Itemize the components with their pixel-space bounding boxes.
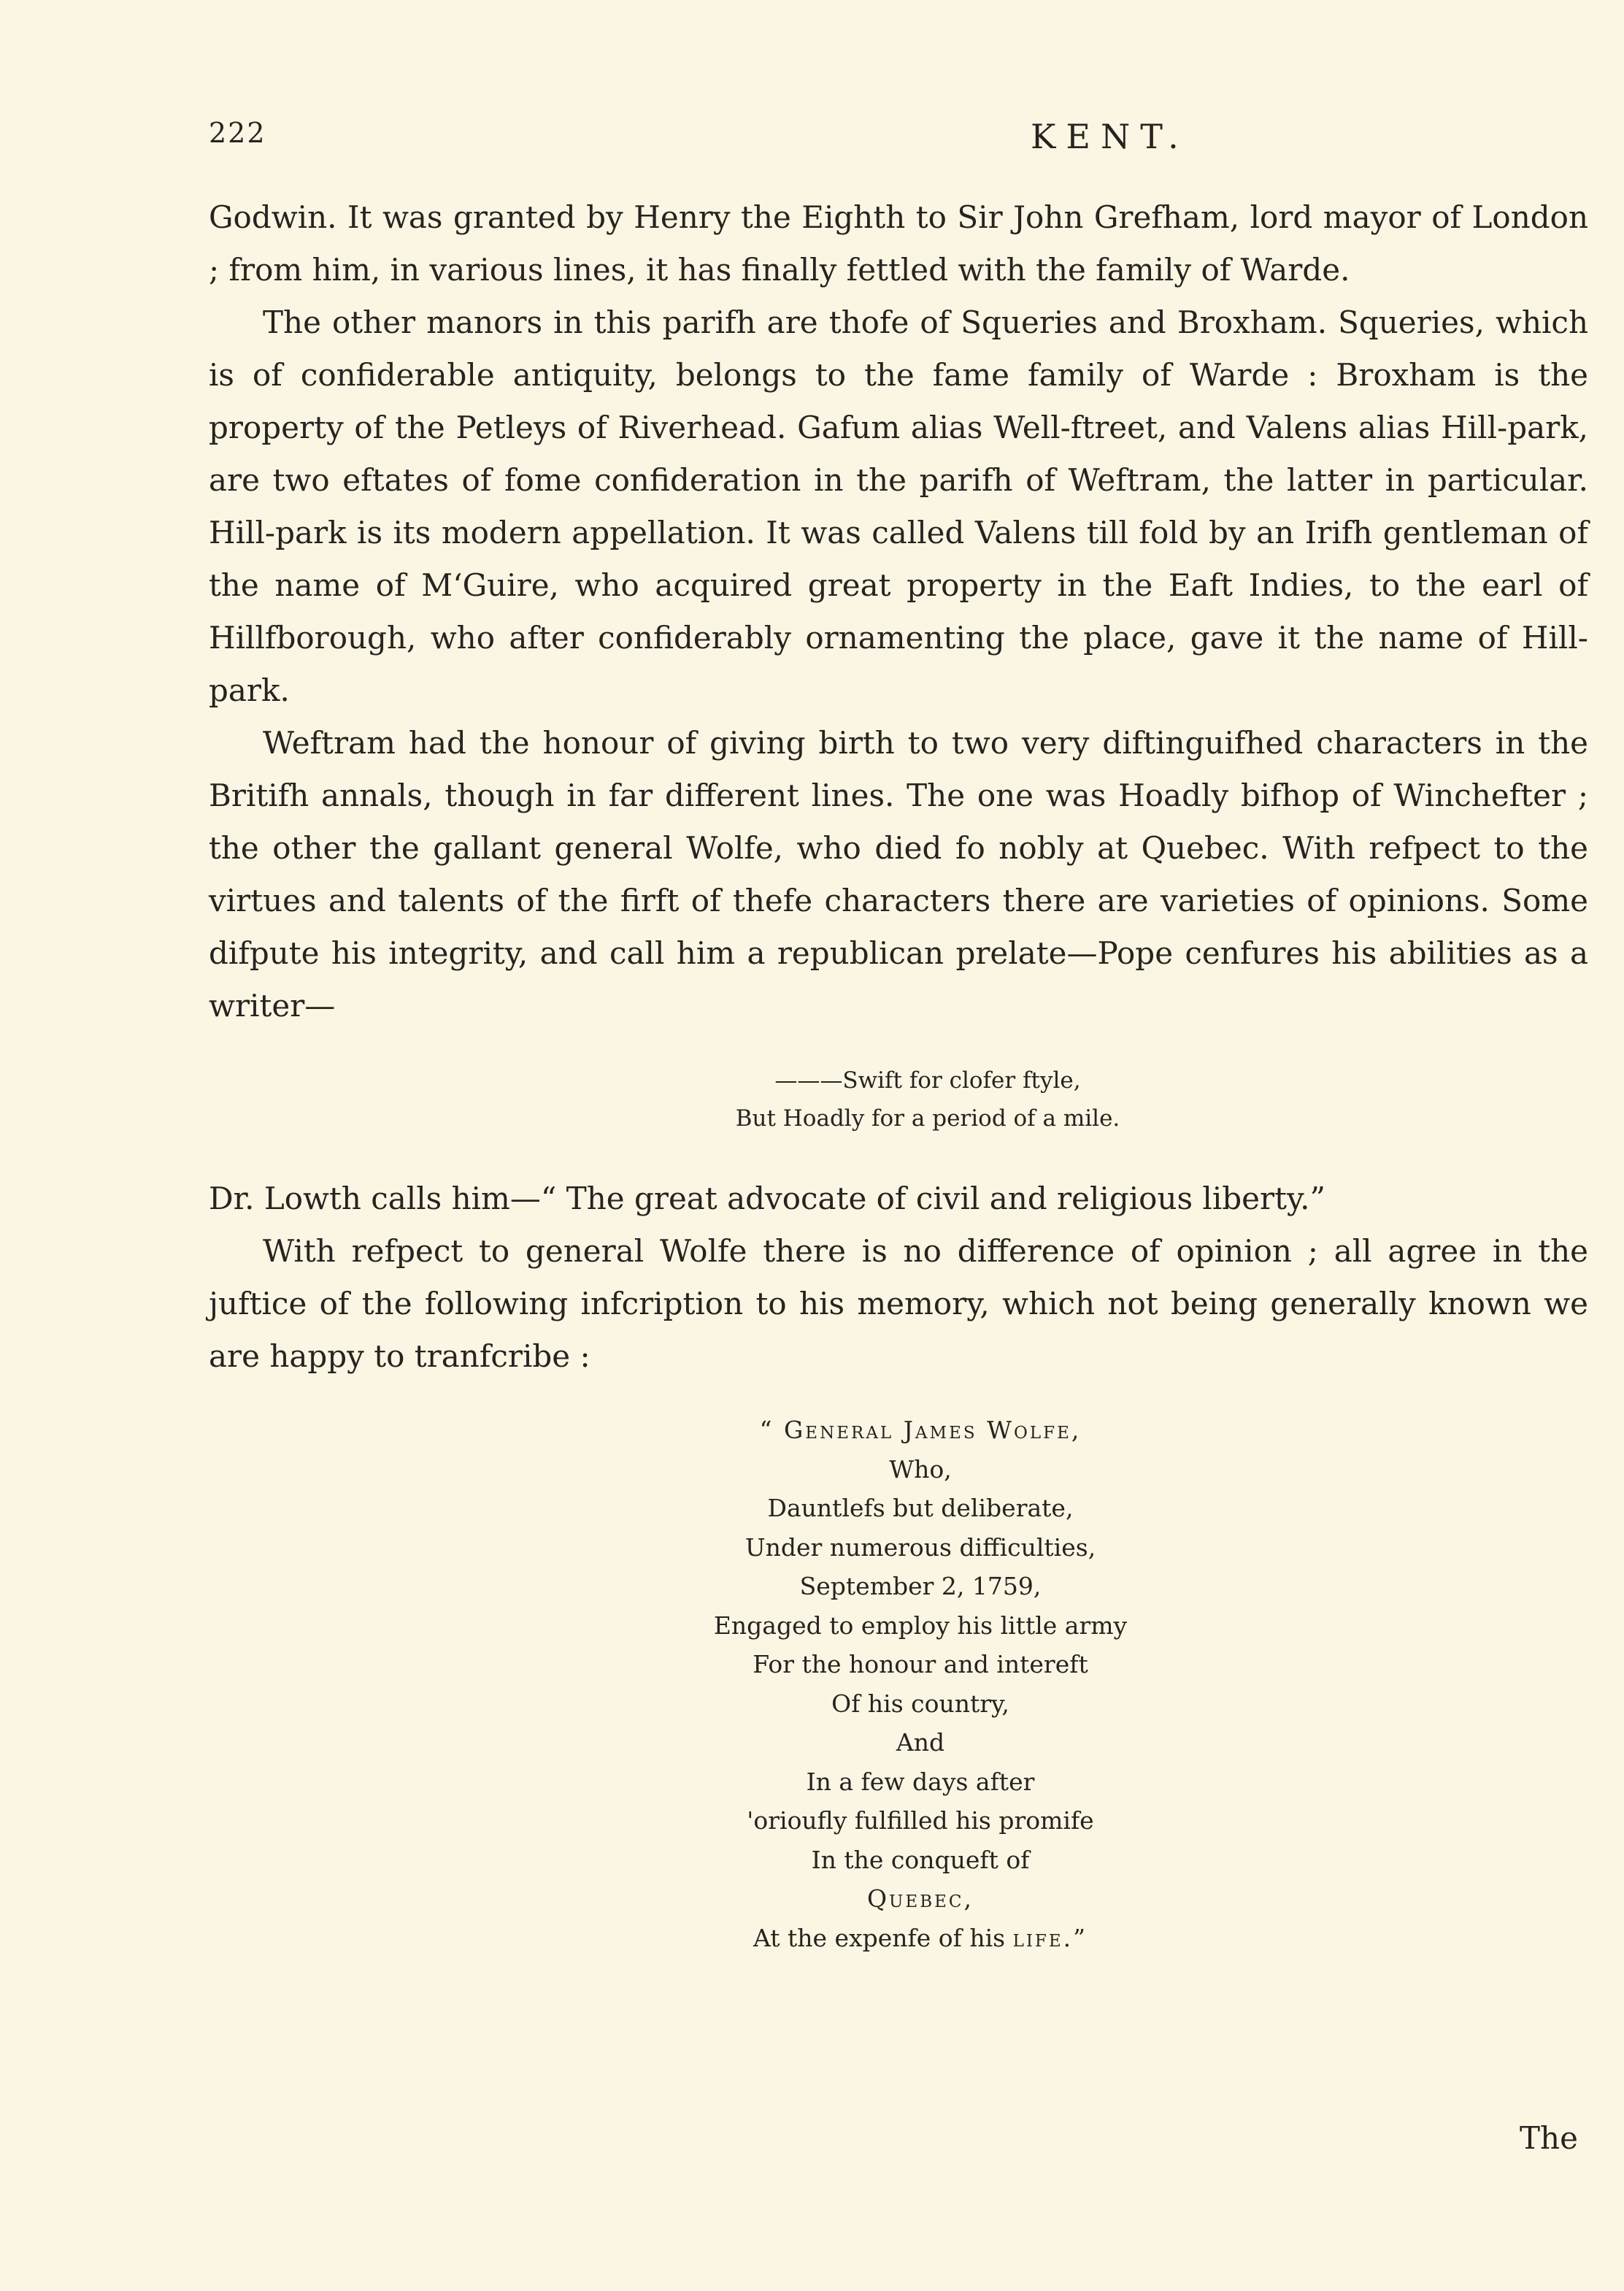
body-text <box>209 191 1588 1957</box>
catchword: The <box>1520 2120 1578 2156</box>
verse-quotation <box>209 1062 1588 1137</box>
inscription-line: In the conqueft of <box>811 1845 1030 1874</box>
inscription-line: “ General James Wolfe, <box>759 1416 1082 1444</box>
wolfe-inscription <box>209 1411 1588 1957</box>
inscription-line: Who, <box>889 1454 952 1484</box>
paragraph-westram: Weftram had the honour of giving birth to two very diftinguifhed characters in the Britifh annals, though in far different lines. The one was Hoadly bifhop of Winchefter ; the other the gallant general Wolfe, who died fo nobly at Quebec. With refpect to the virtues and talents of the firft of thefe characters there are varieties of opinions. Some difpute his integrity, and call him a republican prelate—Pope cenfures his abilities as a writer— <box>209 725 1588 1024</box>
verse-line: But Hoadly for a period of a mile. <box>735 1105 1120 1132</box>
inscription-line: Dauntlefs but deliberate, <box>767 1494 1074 1522</box>
page-header <box>209 117 1588 161</box>
paragraph-lowth: Dr. Lowth calls him—“ The great advocate of civil and religious liberty.” <box>209 1181 1325 1216</box>
running-title: KENT. <box>1031 117 1189 156</box>
inscription-line: And <box>896 1728 945 1757</box>
inscription-line: Quebec, <box>866 1884 974 1913</box>
inscription-line: For the honour and intereft <box>753 1650 1088 1678</box>
paragraph-wolfe: With refpect to general Wolfe there is no difference of opinion ; all agree in the juftice of the following infcription to his memory, which not being generally known we are happy to tranfcribe : <box>209 1233 1588 1374</box>
inscription-line: Under numerous difficulties, <box>744 1532 1096 1562</box>
page-number: 222 <box>209 117 266 149</box>
paragraph-manors: The other manors in this parifh are thofe of Squeries and Broxham. Squeries, which is of confiderable antiquity, belongs to the fame family of Warde : Broxham is the property of the Petleys of Riverhead. Gafum alias Well-ftreet, and Valens alias Hill-park, are two eftates of fome confideration in the parifh of Weftram, the latter in particular. Hill-park is its modern appellation. It was called Valens till fold by an Irifh gentleman of the name of M‘Guire, who acquired great property in the Eaft Indies, to the earl of Hillfborough, who after confiderably ornamenting the place, gave it the name of Hill-park. <box>209 304 1588 708</box>
inscription-line: 'orioufly fulfilled his promife <box>747 1806 1094 1835</box>
inscription-text: At the expenfe of his <box>753 1923 1006 1952</box>
inscription-line: September 2, 1759, <box>799 1572 1042 1600</box>
verse-line: ———Swift for clofer ftyle, <box>774 1067 1081 1094</box>
inscription-line: Engaged to employ his little army <box>713 1611 1128 1640</box>
inscription-line: In a few days after <box>806 1767 1035 1796</box>
inscription-word-life: life.” <box>1012 1923 1088 1952</box>
inscription-line: Of his country, <box>831 1689 1009 1718</box>
inscription-line <box>253 1919 1588 1958</box>
paragraph-godwin: Godwin. It was granted by Henry the Eighth to Sir John Grefham, lord mayor of London ; from him, in various lines, it has finally fettled with the family of Warde. <box>209 199 1588 288</box>
